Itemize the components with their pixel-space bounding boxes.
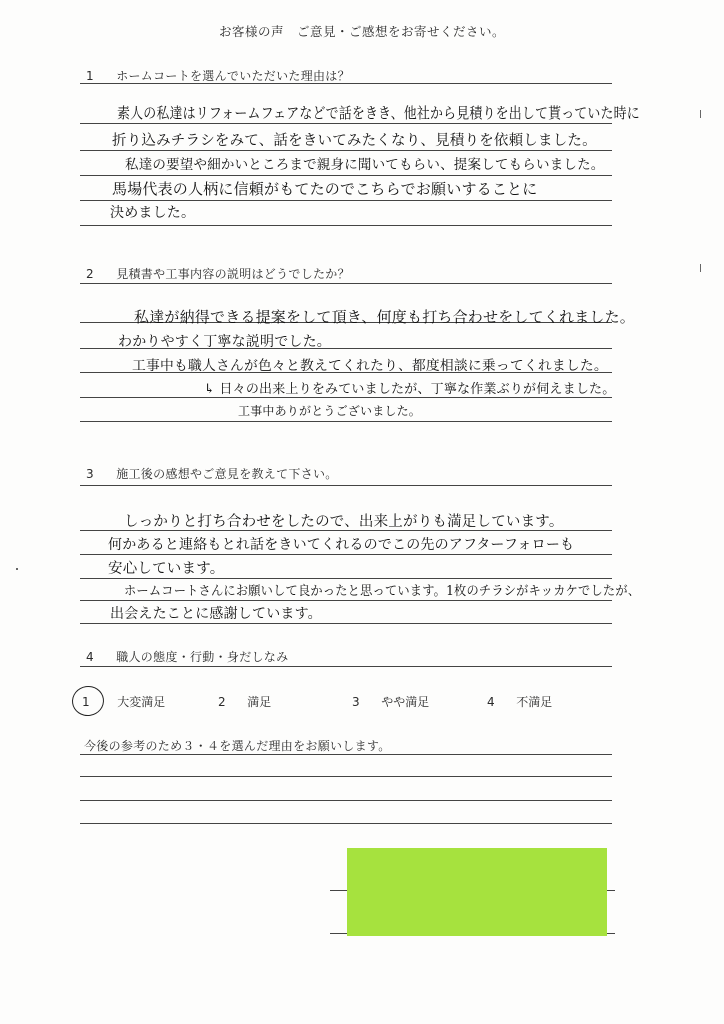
- question-3: [86, 465, 338, 482]
- answer-1-line-1: 素人の私達はリフォームフェアなどで話をきき、他社から見積りを出して貰っていた時に: [117, 104, 640, 122]
- rating-option-1-label: 大変満足: [117, 695, 166, 709]
- rating-option-3-label: やや満足: [381, 695, 430, 709]
- rule: [80, 666, 612, 667]
- answer-line[interactable]: [80, 823, 612, 824]
- rule: [80, 283, 612, 284]
- answer-1-line-2: 折り込みチラシをみて、話をきいてみたくなり、見積りを依頼しました。: [112, 133, 597, 149]
- rule: [80, 225, 612, 226]
- rule: [80, 600, 612, 601]
- answer-3-line-2: 何かあると連絡もとれ話をきいてくれるのでこの先のアフターフォローも: [108, 537, 575, 553]
- scan-mark: [700, 110, 701, 118]
- rating-option-1-number: 1: [82, 695, 90, 709]
- answer-2-line-5: 工事中ありがとうございました。: [238, 404, 422, 418]
- answer-1-line-3: 私達の要望や細かいところまで親身に聞いてもらい、提案してもらいました。: [125, 157, 605, 173]
- question-2-number: 2: [86, 267, 94, 281]
- answer-line[interactable]: [80, 776, 612, 777]
- answer-2-line-4: ↳ 日々の出来上りをみていましたが、丁寧な作業ぶりが伺えました。: [204, 382, 616, 397]
- rating-option-4-number: 4: [487, 695, 495, 709]
- rule: [80, 421, 612, 422]
- rating-option-3[interactable]: [352, 693, 429, 710]
- rule: [80, 754, 612, 755]
- rule: [80, 150, 612, 151]
- question-4-text: 職人の態度・行動・身だしなみ: [116, 650, 289, 664]
- scan-mark: [700, 264, 701, 272]
- question-4-number: 4: [86, 650, 94, 664]
- answer-line[interactable]: [80, 800, 612, 801]
- rating-option-1[interactable]: [82, 693, 165, 710]
- answer-3-line-3: 安心しています。: [108, 561, 225, 577]
- rating-option-2-label: 満足: [247, 695, 272, 709]
- question-3-number: 3: [86, 467, 94, 481]
- answer-2-line-1: 私達が納得できる提案をして頂き、何度も打ち合わせをしてくれました。: [134, 308, 636, 326]
- question-3-text: 施工後の感想やご意見を教えて下さい。: [116, 467, 338, 481]
- answer-3-line-5: 出会えたことに感謝しています。: [110, 606, 322, 622]
- rule: [80, 83, 612, 84]
- rating-option-3-number: 3: [352, 695, 360, 709]
- rule: [80, 578, 612, 579]
- rule: [80, 623, 612, 624]
- answer-3-line-4: ホームコートさんにお願いして良かったと思っています。1枚のチラシがキッカケでしたが、: [124, 584, 641, 599]
- rating-option-2[interactable]: [218, 693, 271, 710]
- answer-3-line-1: しっかりと打ち合わせをしたので、出来上がりも満足しています。: [124, 514, 564, 530]
- rule: [80, 175, 612, 176]
- question-2-text: 見積書や工事内容の説明はどうでしたか？: [116, 267, 350, 281]
- question-1-text: ホームコートを選んでいただいた理由は？: [116, 69, 350, 83]
- answer-1-line-5: 決めました。: [110, 205, 196, 221]
- question-2: [86, 265, 350, 282]
- page-title: お客様の声 ご意見・ご感想をお寄せください。: [218, 24, 505, 39]
- rating-option-4[interactable]: [487, 693, 552, 710]
- rating-option-2-number: 2: [218, 695, 226, 709]
- answer-2-line-3: 工事中も職人さんが色々と教えてくれたり、都度相談に乗ってくれました。: [132, 358, 608, 374]
- rule: [80, 123, 612, 124]
- answer-1-line-4: 馬場代表の人柄に信頼がもてたのでこちらでお願いすることに: [112, 180, 538, 198]
- followup-prompt: 今後の参考のため３・４を選んだ理由をお願いします。: [84, 739, 391, 753]
- rule: [80, 554, 612, 555]
- rule: [80, 397, 612, 398]
- question-1-number: 1: [86, 69, 94, 83]
- answer-2-line-2: わかりやすく丁寧な説明でした。: [118, 334, 331, 350]
- scan-mark: [16, 568, 18, 570]
- question-1: [86, 67, 350, 84]
- rule: [80, 485, 612, 486]
- question-4: [86, 648, 288, 665]
- rule: [80, 200, 612, 201]
- rating-option-4-label: 不満足: [516, 695, 553, 709]
- redaction-sticker: [347, 848, 607, 936]
